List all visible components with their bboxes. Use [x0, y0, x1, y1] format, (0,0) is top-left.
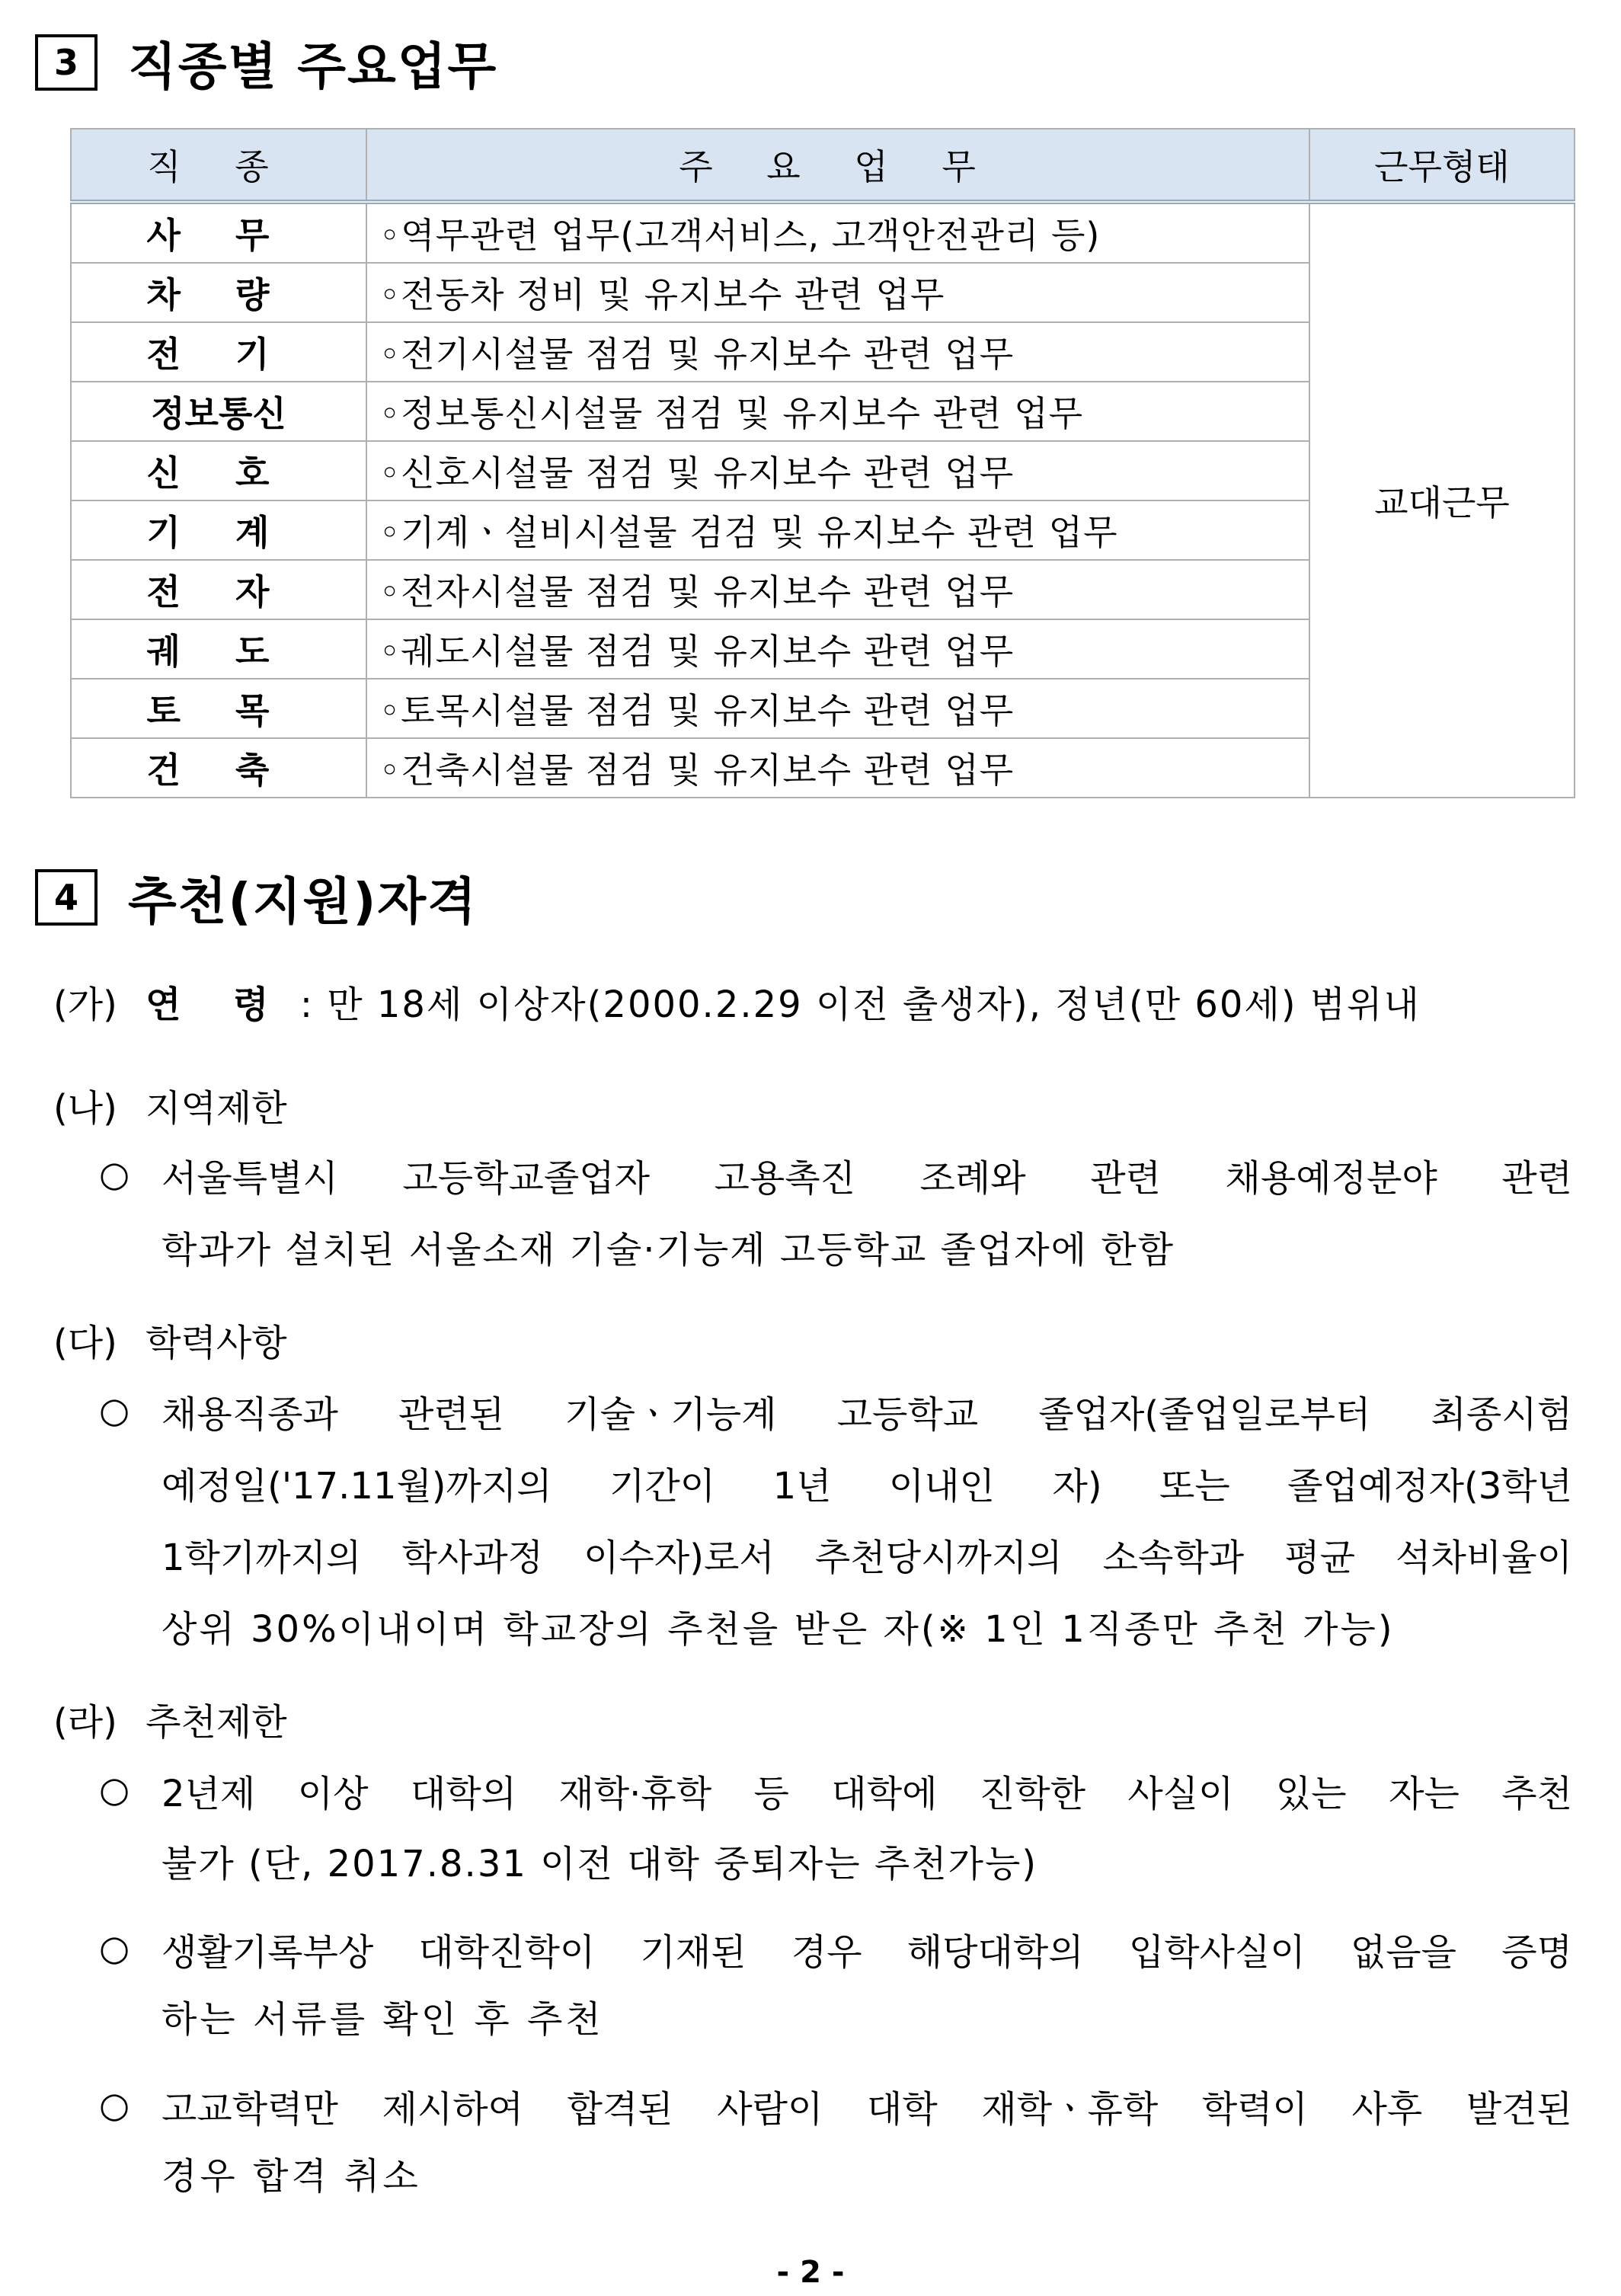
task-cell: ◦전기시설물 점검 및 유지보수 관련 업무 [366, 322, 1309, 382]
duty-table [70, 128, 1575, 798]
task-cell: ◦정보통신시설물 점검 및 유지보수 관련 업무 [366, 382, 1309, 441]
job-cell: 전 자 [71, 560, 366, 619]
item-na-line1: 서울특별시 고등학교졸업자 고용촉진 조례와 관련 채용예정분야 관련 [161, 1157, 1572, 1200]
job-cell: 기 계 [71, 500, 366, 560]
item-da-line3: 1학기까지의 학사과정 이수자)로서 추천당시까지의 소속학과 평균 석차비율이 [161, 1537, 1572, 1579]
section3-title: 직종별 주요업무 [128, 37, 498, 96]
item-ra-p2-line2: 하는 서류를 확인 후 추천 [161, 1998, 604, 2041]
item-da-line4: 상위 30%이내이며 학교장의 추천을 받은 자(※ 1인 1직종만 추천 가능) [161, 1608, 1395, 1651]
table-header-row [71, 129, 1575, 202]
item-da-line2: 예정일('17.11월)까지의 기간이 1년 이내인 자) 또는 졸업예정자(3학년 [161, 1465, 1572, 1508]
job-cell: 차 량 [71, 263, 366, 322]
job-cell: 건 축 [71, 738, 366, 798]
header-job: 직 종 [71, 129, 366, 202]
section4-heading [35, 861, 478, 933]
table-row [71, 202, 1575, 263]
item-ga-title: 연 령 [145, 983, 289, 1026]
item-da [53, 1313, 287, 1366]
bullet-circle-icon: ○ [99, 1153, 130, 1194]
bullet-circle-icon: ○ [99, 2084, 130, 2125]
section3-heading [35, 26, 497, 98]
item-da-line1: 채용직종과 관련된 기술ㆍ기능계 고등학교 졸업자(졸업일로부터 최종시험 [161, 1393, 1572, 1436]
task-cell: ◦역무관련 업무(고객서비스, 고객안전관리 등) [366, 202, 1309, 263]
job-cell: 사 무 [71, 202, 366, 263]
item-na-label: (나) [53, 1087, 117, 1130]
item-ra-p1-line2: 불가 (단, 2017.8.31 이전 대학 중퇴자는 추천가능) [161, 1843, 1038, 1885]
section4-number: 4 [35, 869, 98, 926]
item-ra-p3-line1: 고교학력만 제시하여 합격된 사람이 대학 재학ㆍ휴학 학력이 사후 발견된 [161, 2088, 1572, 2131]
item-ra-title: 추천제한 [145, 1701, 287, 1744]
task-cell: ◦토목시설물 점검 및 유지보수 관련 업무 [366, 679, 1309, 738]
item-ra [53, 1693, 287, 1745]
header-task: 주 요 업 무 [366, 129, 1309, 202]
item-ra-p2-line1: 생활기록부상 대학진학이 기재된 경우 해당대학의 입학사실이 없음을 증명 [161, 1931, 1572, 1974]
page-number: - 2 - [776, 2255, 845, 2290]
item-na-line2: 학과가 설치된 서울소재 기술·기능계 고등학교 졸업자에 한함 [161, 1229, 1175, 1271]
bullet-circle-icon: ○ [99, 1769, 130, 1810]
item-ga-text: : 만 18세 이상자(2000.2.29 이전 출생자), 정년(만 60세) 범위내 [299, 983, 1421, 1026]
job-cell: 정보통신 [71, 382, 366, 441]
item-ra-p3-line2: 경우 합격 취소 [161, 2155, 421, 2198]
job-cell: 궤 도 [71, 619, 366, 679]
item-da-title: 학력사항 [145, 1322, 287, 1364]
job-cell: 전 기 [71, 322, 366, 382]
bullet-circle-icon: ○ [99, 1927, 130, 1968]
task-cell: ◦궤도시설물 점검 및 유지보수 관련 업무 [366, 619, 1309, 679]
task-cell: ◦전동차 정비 및 유지보수 관련 업무 [366, 263, 1309, 322]
task-cell: ◦기계ㆍ설비시설물 검검 및 유지보수 관련 업무 [366, 500, 1309, 560]
header-work-type: 근무형태 [1309, 129, 1575, 202]
item-ra-label: (라) [53, 1701, 117, 1744]
task-cell: ◦전자시설물 점검 및 유지보수 관련 업무 [366, 560, 1309, 619]
section4-title: 추천(지원)자격 [128, 872, 478, 931]
work-type-cell: 교대근무 [1309, 202, 1575, 798]
item-na [53, 1079, 287, 1131]
task-cell: ◦신호시설물 점검 및 유지보수 관련 업무 [366, 441, 1309, 500]
job-cell: 토 목 [71, 679, 366, 738]
item-ga [53, 975, 1421, 1028]
bullet-circle-icon: ○ [99, 1389, 130, 1431]
item-da-label: (다) [53, 1322, 117, 1364]
item-ga-label: (가) [53, 983, 117, 1026]
job-cell: 신 호 [71, 441, 366, 500]
item-na-title: 지역제한 [145, 1087, 287, 1130]
section3-number: 3 [35, 34, 98, 91]
task-cell: ◦건축시설물 점검 및 유지보수 관련 업무 [366, 738, 1309, 798]
item-ra-p1-line1: 2년제 이상 대학의 재학·휴학 등 대학에 진학한 사실이 있는 자는 추천 [161, 1773, 1572, 1815]
